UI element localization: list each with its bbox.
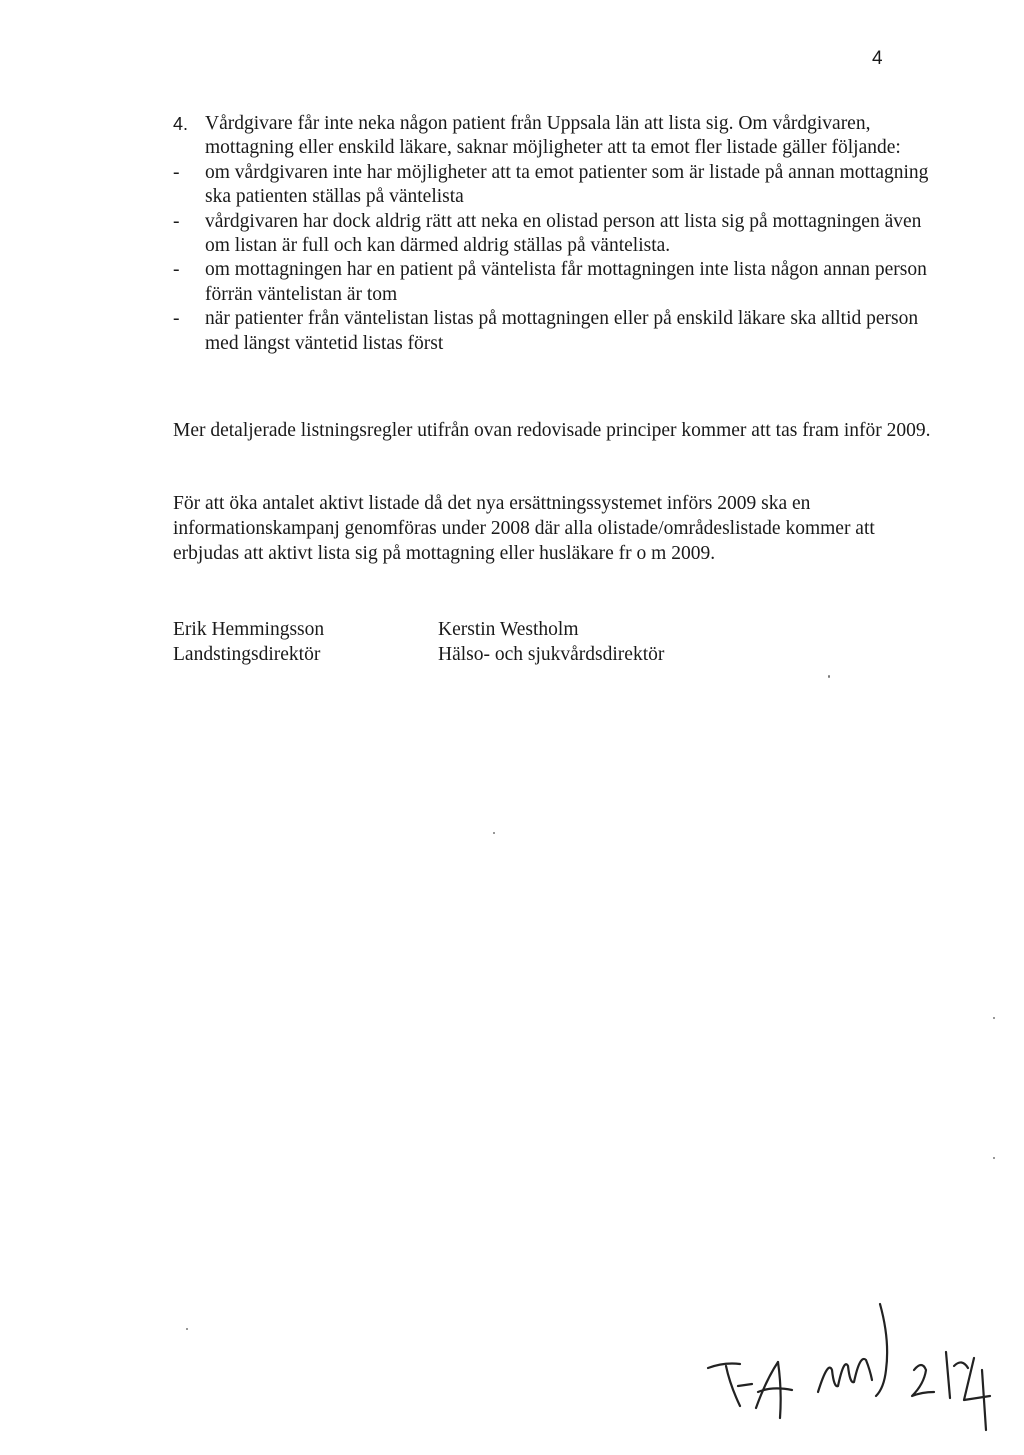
dash-bullet-icon: - bbox=[173, 161, 180, 183]
dash-bullet-icon: - bbox=[173, 308, 180, 330]
paragraph-information-campaign: För att öka antalet aktivt listade då det nya ersättningssystemet införs 2009 ska en informationskampanj genomföras under 2008 där alla olistade/områdeslistade kommer att erbjudas att aktivt lista sig på mottagning eller husläkare fr o m 2009. bbox=[173, 493, 875, 564]
bullet-list bbox=[173, 161, 933, 356]
signatory-title: Landstingsdirektör bbox=[173, 644, 321, 665]
list-item-text: om mottagningen har en patient på väntelista får mottagningen inte lista någon annan person förrän väntelistan är tom bbox=[205, 259, 927, 305]
scan-speck bbox=[993, 1157, 995, 1159]
list-item bbox=[173, 161, 933, 210]
list-item-text: om vårdgivaren inte har möjligheter att ta emot patienter som är listade på annan mottagning ska patienten ställas på väntelista bbox=[205, 161, 929, 208]
list-item bbox=[173, 258, 933, 307]
scan-speck bbox=[493, 832, 495, 834]
list-item-text: när patienter från väntelistan listas på mottagningen eller på enskild läkare ska alltid person med längst väntetid listas först bbox=[205, 308, 919, 354]
dash-bullet-icon: - bbox=[173, 210, 180, 232]
list-item-text: vårdgivaren har dock aldrig rätt att neka en olistad person att lista sig på mottagningen även om listan är full och kan därmed aldrig ställas på väntelista. bbox=[205, 210, 922, 257]
dash-bullet-icon: - bbox=[173, 259, 180, 281]
scan-speck bbox=[828, 675, 830, 678]
signatory-title: Hälso- och sjukvårdsdirektör bbox=[438, 644, 665, 665]
signatory-name: Kerstin Westholm bbox=[438, 619, 579, 640]
scan-speck bbox=[993, 1017, 995, 1019]
paragraph-listing-rules: Mer detaljerade listningsregler utifrån ovan redovisade principer kommer att tas fram inför 2009. bbox=[173, 420, 931, 441]
handwritten-initials-signature bbox=[700, 1300, 1020, 1450]
signatory-left bbox=[173, 617, 324, 667]
numbered-item-4 bbox=[173, 112, 933, 356]
item-number: 4. bbox=[173, 114, 189, 134]
page-number: 4 bbox=[872, 48, 883, 69]
item-lead-text: Vårdgivare får inte neka någon patient från Uppsala län att lista sig. Om vårdgivaren, mottagning eller enskild läkare, saknar möjligheter att ta emot fler listade gäller följande: bbox=[205, 113, 901, 159]
list-item bbox=[173, 210, 933, 259]
signatory-right bbox=[438, 617, 664, 667]
list-item bbox=[173, 307, 933, 356]
scan-speck bbox=[186, 1328, 188, 1330]
signatory-name: Erik Hemmingsson bbox=[173, 619, 325, 640]
